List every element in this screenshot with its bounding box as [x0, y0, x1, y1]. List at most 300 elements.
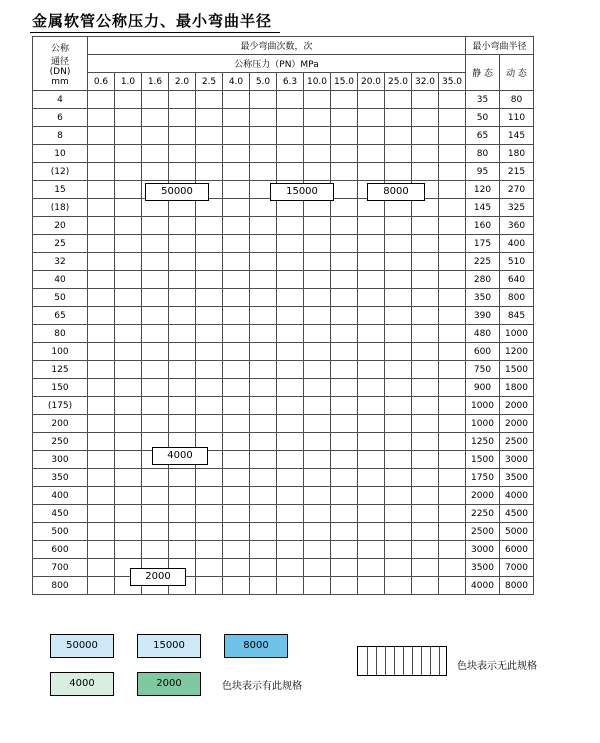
- cell-r3-c0: [88, 145, 115, 163]
- row-dn: 200: [33, 415, 88, 433]
- cell-r24-c3: [169, 523, 196, 541]
- cell-r16-c12: [412, 379, 439, 397]
- row-static-radius: 1000: [466, 397, 500, 415]
- cell-r16-c11: [385, 379, 412, 397]
- cell-r13-c12: [412, 325, 439, 343]
- title-underline: [30, 32, 280, 33]
- overlay-label-50000: 50000: [145, 183, 209, 201]
- header-pressure-20.0: 20.0: [358, 73, 385, 91]
- cell-r21-c11: [385, 469, 412, 487]
- cell-r24-c0: [88, 523, 115, 541]
- cell-r17-c6: [250, 397, 277, 415]
- cell-r22-c5: [223, 487, 250, 505]
- cell-r25-c5: [223, 541, 250, 559]
- legend-swatch-4000: 4000: [50, 672, 114, 696]
- cell-r10-c8: [304, 271, 331, 289]
- cell-r1-c2: [142, 109, 169, 127]
- cell-r20-c9: [331, 451, 358, 469]
- cell-r12-c0: [88, 307, 115, 325]
- legend-swatch-15000: 15000: [137, 634, 201, 658]
- cell-r10-c5: [223, 271, 250, 289]
- cell-r19-c10: [358, 433, 385, 451]
- row-dn: 80: [33, 325, 88, 343]
- cell-r26-c11: [385, 559, 412, 577]
- cell-r27-c11: [385, 577, 412, 595]
- cell-r12-c9: [331, 307, 358, 325]
- cell-r22-c10: [358, 487, 385, 505]
- cell-r1-c6: [250, 109, 277, 127]
- row-static-radius: 65: [466, 127, 500, 145]
- cell-r1-c13: [439, 109, 466, 127]
- table-row: [33, 163, 534, 181]
- row-static-radius: 3500: [466, 559, 500, 577]
- cell-r19-c12: [412, 433, 439, 451]
- table-header: [33, 37, 534, 91]
- cell-r19-c7: [277, 433, 304, 451]
- cell-r25-c10: [358, 541, 385, 559]
- cell-r23-c5: [223, 505, 250, 523]
- table-row: [33, 235, 534, 253]
- table-row: [33, 379, 534, 397]
- cell-r2-c4: [196, 127, 223, 145]
- cell-r19-c13: [439, 433, 466, 451]
- cell-r9-c11: [385, 253, 412, 271]
- row-dynamic-radius: 4000: [500, 487, 534, 505]
- cell-r20-c10: [358, 451, 385, 469]
- cell-r5-c1: [115, 181, 142, 199]
- cell-r20-c1: [115, 451, 142, 469]
- cell-r26-c8: [304, 559, 331, 577]
- cell-r3-c8: [304, 145, 331, 163]
- cell-r18-c11: [385, 415, 412, 433]
- cell-r13-c1: [115, 325, 142, 343]
- row-static-radius: 1250: [466, 433, 500, 451]
- cell-r13-c5: [223, 325, 250, 343]
- table-row: [33, 217, 534, 235]
- header-pressure-1.0: 1.0: [115, 73, 142, 91]
- cell-r22-c7: [277, 487, 304, 505]
- cell-r14-c3: [169, 343, 196, 361]
- cell-r15-c6: [250, 361, 277, 379]
- cell-r24-c7: [277, 523, 304, 541]
- cell-r7-c0: [88, 217, 115, 235]
- cell-r2-c2: [142, 127, 169, 145]
- row-dn: 50: [33, 289, 88, 307]
- row-dn: 500: [33, 523, 88, 541]
- cell-r12-c11: [385, 307, 412, 325]
- cell-r21-c6: [250, 469, 277, 487]
- cell-r4-c11: [385, 163, 412, 181]
- cell-r6-c6: [250, 199, 277, 217]
- row-dynamic-radius: 1800: [500, 379, 534, 397]
- cell-r12-c6: [250, 307, 277, 325]
- cell-r10-c10: [358, 271, 385, 289]
- cell-r13-c13: [439, 325, 466, 343]
- cell-r10-c3: [169, 271, 196, 289]
- cell-r3-c4: [196, 145, 223, 163]
- cell-r7-c2: [142, 217, 169, 235]
- cell-r15-c7: [277, 361, 304, 379]
- row-dynamic-radius: 110: [500, 109, 534, 127]
- cell-r4-c4: [196, 163, 223, 181]
- row-dn: (175): [33, 397, 88, 415]
- cell-r12-c4: [196, 307, 223, 325]
- cell-r1-c8: [304, 109, 331, 127]
- cell-r12-c10: [358, 307, 385, 325]
- cell-r15-c9: [331, 361, 358, 379]
- row-dn: 4: [33, 91, 88, 109]
- cell-r15-c1: [115, 361, 142, 379]
- cell-r23-c7: [277, 505, 304, 523]
- cell-r1-c7: [277, 109, 304, 127]
- table-row: [33, 541, 534, 559]
- cell-r22-c11: [385, 487, 412, 505]
- cell-r8-c10: [358, 235, 385, 253]
- cell-r27-c13: [439, 577, 466, 595]
- cell-r2-c0: [88, 127, 115, 145]
- cell-r8-c9: [331, 235, 358, 253]
- cell-r6-c4: [196, 199, 223, 217]
- cell-r9-c6: [250, 253, 277, 271]
- cell-r12-c8: [304, 307, 331, 325]
- cell-r4-c6: [250, 163, 277, 181]
- cell-r6-c11: [385, 199, 412, 217]
- cell-r11-c2: [142, 289, 169, 307]
- cell-r9-c4: [196, 253, 223, 271]
- row-static-radius: 2250: [466, 505, 500, 523]
- cell-r3-c11: [385, 145, 412, 163]
- header-pressure-6.3: 6.3: [277, 73, 304, 91]
- table-row: [33, 433, 534, 451]
- cell-r0-c3: [169, 91, 196, 109]
- cell-r12-c5: [223, 307, 250, 325]
- cell-r7-c12: [412, 217, 439, 235]
- cell-r2-c7: [277, 127, 304, 145]
- cell-r14-c9: [331, 343, 358, 361]
- overlay-label-15000: 15000: [270, 183, 334, 201]
- cell-r4-c9: [331, 163, 358, 181]
- cell-r0-c9: [331, 91, 358, 109]
- cell-r0-c1: [115, 91, 142, 109]
- row-static-radius: 3000: [466, 541, 500, 559]
- cell-r17-c3: [169, 397, 196, 415]
- cell-r13-c8: [304, 325, 331, 343]
- cell-r16-c8: [304, 379, 331, 397]
- cell-r5-c13: [439, 181, 466, 199]
- cell-r11-c8: [304, 289, 331, 307]
- cell-r0-c8: [304, 91, 331, 109]
- cell-r23-c6: [250, 505, 277, 523]
- cell-r20-c0: [88, 451, 115, 469]
- cell-r27-c6: [250, 577, 277, 595]
- row-dynamic-radius: 7000: [500, 559, 534, 577]
- cell-r21-c4: [196, 469, 223, 487]
- row-dn: 15: [33, 181, 88, 199]
- row-static-radius: 600: [466, 343, 500, 361]
- cell-r14-c12: [412, 343, 439, 361]
- cell-r14-c6: [250, 343, 277, 361]
- row-static-radius: 175: [466, 235, 500, 253]
- cell-r27-c0: [88, 577, 115, 595]
- cell-r11-c6: [250, 289, 277, 307]
- row-static-radius: 2000: [466, 487, 500, 505]
- cell-r5-c0: [88, 181, 115, 199]
- cell-r22-c6: [250, 487, 277, 505]
- cell-r13-c9: [331, 325, 358, 343]
- cell-r20-c8: [304, 451, 331, 469]
- legend-note-has-spec: 色块表示有此规格: [222, 681, 302, 692]
- cell-r3-c3: [169, 145, 196, 163]
- table-row: [33, 343, 534, 361]
- cell-r25-c6: [250, 541, 277, 559]
- cell-r18-c7: [277, 415, 304, 433]
- row-static-radius: 480: [466, 325, 500, 343]
- cell-r17-c7: [277, 397, 304, 415]
- cell-r25-c4: [196, 541, 223, 559]
- cell-r27-c7: [277, 577, 304, 595]
- cell-r6-c7: [277, 199, 304, 217]
- cell-r3-c12: [412, 145, 439, 163]
- cell-r16-c2: [142, 379, 169, 397]
- cell-r27-c12: [412, 577, 439, 595]
- table-row: [33, 397, 534, 415]
- cell-r25-c11: [385, 541, 412, 559]
- cell-r27-c9: [331, 577, 358, 595]
- spec-table: [32, 36, 534, 595]
- cell-r27-c8: [304, 577, 331, 595]
- cell-r24-c9: [331, 523, 358, 541]
- cell-r14-c2: [142, 343, 169, 361]
- table-row: [33, 469, 534, 487]
- cell-r17-c12: [412, 397, 439, 415]
- cell-r12-c13: [439, 307, 466, 325]
- cell-r16-c10: [358, 379, 385, 397]
- cell-r23-c9: [331, 505, 358, 523]
- table-row: [33, 523, 534, 541]
- header-pressure-2.5: 2.5: [196, 73, 223, 91]
- header-pressure-35.0: 35.0: [439, 73, 466, 91]
- cell-r14-c7: [277, 343, 304, 361]
- cell-r26-c10: [358, 559, 385, 577]
- row-dn: 20: [33, 217, 88, 235]
- cell-r14-c4: [196, 343, 223, 361]
- table-body: [33, 91, 534, 595]
- cell-r12-c3: [169, 307, 196, 325]
- row-dn: 40: [33, 271, 88, 289]
- cell-r9-c7: [277, 253, 304, 271]
- legend-note-no-spec: 色块表示无此规格: [457, 661, 537, 672]
- row-static-radius: 350: [466, 289, 500, 307]
- cell-r9-c5: [223, 253, 250, 271]
- cell-r3-c1: [115, 145, 142, 163]
- cell-r14-c1: [115, 343, 142, 361]
- row-dynamic-radius: 215: [500, 163, 534, 181]
- cell-r9-c8: [304, 253, 331, 271]
- cell-r24-c4: [196, 523, 223, 541]
- cell-r12-c1: [115, 307, 142, 325]
- cell-r0-c13: [439, 91, 466, 109]
- cell-r19-c0: [88, 433, 115, 451]
- cell-r14-c10: [358, 343, 385, 361]
- cell-r2-c1: [115, 127, 142, 145]
- cell-r11-c9: [331, 289, 358, 307]
- cell-r7-c4: [196, 217, 223, 235]
- cell-r1-c9: [331, 109, 358, 127]
- cell-r15-c5: [223, 361, 250, 379]
- cell-r22-c0: [88, 487, 115, 505]
- cell-r25-c8: [304, 541, 331, 559]
- cell-r20-c7: [277, 451, 304, 469]
- header-bend-count: 最少弯曲次数，次: [88, 37, 466, 55]
- row-dynamic-radius: 2000: [500, 397, 534, 415]
- row-dynamic-radius: 2000: [500, 415, 534, 433]
- cell-r12-c2: [142, 307, 169, 325]
- cell-r3-c7: [277, 145, 304, 163]
- row-static-radius: 145: [466, 199, 500, 217]
- table-row: [33, 91, 534, 109]
- row-dn: 800: [33, 577, 88, 595]
- cell-r8-c13: [439, 235, 466, 253]
- cell-r0-c7: [277, 91, 304, 109]
- cell-r23-c8: [304, 505, 331, 523]
- header-dynamic: 动 态: [500, 55, 534, 91]
- cell-r8-c11: [385, 235, 412, 253]
- table-row: [33, 505, 534, 523]
- cell-r8-c7: [277, 235, 304, 253]
- cell-r19-c6: [250, 433, 277, 451]
- cell-r20-c11: [385, 451, 412, 469]
- cell-r20-c6: [250, 451, 277, 469]
- cell-r16-c5: [223, 379, 250, 397]
- row-dn: 350: [33, 469, 88, 487]
- cell-r26-c5: [223, 559, 250, 577]
- row-dn: 150: [33, 379, 88, 397]
- cell-r18-c5: [223, 415, 250, 433]
- cell-r4-c3: [169, 163, 196, 181]
- overlay-label-4000: 4000: [152, 447, 208, 465]
- cell-r20-c13: [439, 451, 466, 469]
- row-static-radius: 1750: [466, 469, 500, 487]
- cell-r26-c12: [412, 559, 439, 577]
- cell-r14-c5: [223, 343, 250, 361]
- cell-r12-c7: [277, 307, 304, 325]
- header-pressure-10.0: 10.0: [304, 73, 331, 91]
- row-dn: 600: [33, 541, 88, 559]
- cell-r17-c1: [115, 397, 142, 415]
- cell-r10-c4: [196, 271, 223, 289]
- row-dynamic-radius: 4500: [500, 505, 534, 523]
- header-pressure-25.0: 25.0: [385, 73, 412, 91]
- cell-r16-c9: [331, 379, 358, 397]
- row-dn: 10: [33, 145, 88, 163]
- cell-r13-c0: [88, 325, 115, 343]
- cell-r2-c12: [412, 127, 439, 145]
- cell-r15-c10: [358, 361, 385, 379]
- row-dynamic-radius: 1200: [500, 343, 534, 361]
- header-pressure-5.0: 5.0: [250, 73, 277, 91]
- header-dn-line-2: 通径: [50, 56, 69, 67]
- cell-r19-c11: [385, 433, 412, 451]
- cell-r18-c8: [304, 415, 331, 433]
- cell-r4-c10: [358, 163, 385, 181]
- table-row: [33, 451, 534, 469]
- cell-r16-c1: [115, 379, 142, 397]
- row-dn: 700: [33, 559, 88, 577]
- cell-r26-c13: [439, 559, 466, 577]
- cell-r3-c9: [331, 145, 358, 163]
- cell-r23-c2: [142, 505, 169, 523]
- cell-r23-c0: [88, 505, 115, 523]
- legend-swatch-striped: [357, 646, 447, 676]
- cell-r8-c2: [142, 235, 169, 253]
- header-dn-line-1: 公称: [50, 43, 69, 54]
- cell-r24-c8: [304, 523, 331, 541]
- cell-r12-c12: [412, 307, 439, 325]
- row-static-radius: 750: [466, 361, 500, 379]
- table-row: [33, 127, 534, 145]
- row-static-radius: 50: [466, 109, 500, 127]
- cell-r24-c10: [358, 523, 385, 541]
- header-row-1: [33, 37, 534, 55]
- cell-r0-c10: [358, 91, 385, 109]
- cell-r0-c12: [412, 91, 439, 109]
- cell-r7-c13: [439, 217, 466, 235]
- cell-r6-c12: [412, 199, 439, 217]
- cell-r18-c12: [412, 415, 439, 433]
- header-pressure-4.0: 4.0: [223, 73, 250, 91]
- cell-r21-c7: [277, 469, 304, 487]
- cell-r25-c0: [88, 541, 115, 559]
- row-dn: (18): [33, 199, 88, 217]
- cell-r1-c0: [88, 109, 115, 127]
- table-row: [33, 307, 534, 325]
- cell-r11-c1: [115, 289, 142, 307]
- cell-r15-c12: [412, 361, 439, 379]
- cell-r10-c13: [439, 271, 466, 289]
- table-row: [33, 199, 534, 217]
- cell-r9-c3: [169, 253, 196, 271]
- overlay-label-8000: 8000: [367, 183, 425, 201]
- cell-r11-c0: [88, 289, 115, 307]
- cell-r10-c9: [331, 271, 358, 289]
- cell-r6-c2: [142, 199, 169, 217]
- cell-r15-c8: [304, 361, 331, 379]
- cell-r27-c5: [223, 577, 250, 595]
- cell-r24-c5: [223, 523, 250, 541]
- row-dynamic-radius: 2500: [500, 433, 534, 451]
- overlay-label-2000: 2000: [130, 568, 186, 586]
- cell-r16-c0: [88, 379, 115, 397]
- cell-r1-c5: [223, 109, 250, 127]
- row-dn: 125: [33, 361, 88, 379]
- row-dynamic-radius: 5000: [500, 523, 534, 541]
- cell-r25-c13: [439, 541, 466, 559]
- cell-r0-c5: [223, 91, 250, 109]
- row-static-radius: 900: [466, 379, 500, 397]
- cell-r3-c13: [439, 145, 466, 163]
- cell-r2-c11: [385, 127, 412, 145]
- header-pressure-15.0: 15.0: [331, 73, 358, 91]
- table-row: [33, 271, 534, 289]
- cell-r23-c1: [115, 505, 142, 523]
- row-static-radius: 1000: [466, 415, 500, 433]
- cell-r7-c10: [358, 217, 385, 235]
- row-dynamic-radius: 270: [500, 181, 534, 199]
- cell-r22-c3: [169, 487, 196, 505]
- cell-r0-c2: [142, 91, 169, 109]
- cell-r7-c6: [250, 217, 277, 235]
- cell-r9-c13: [439, 253, 466, 271]
